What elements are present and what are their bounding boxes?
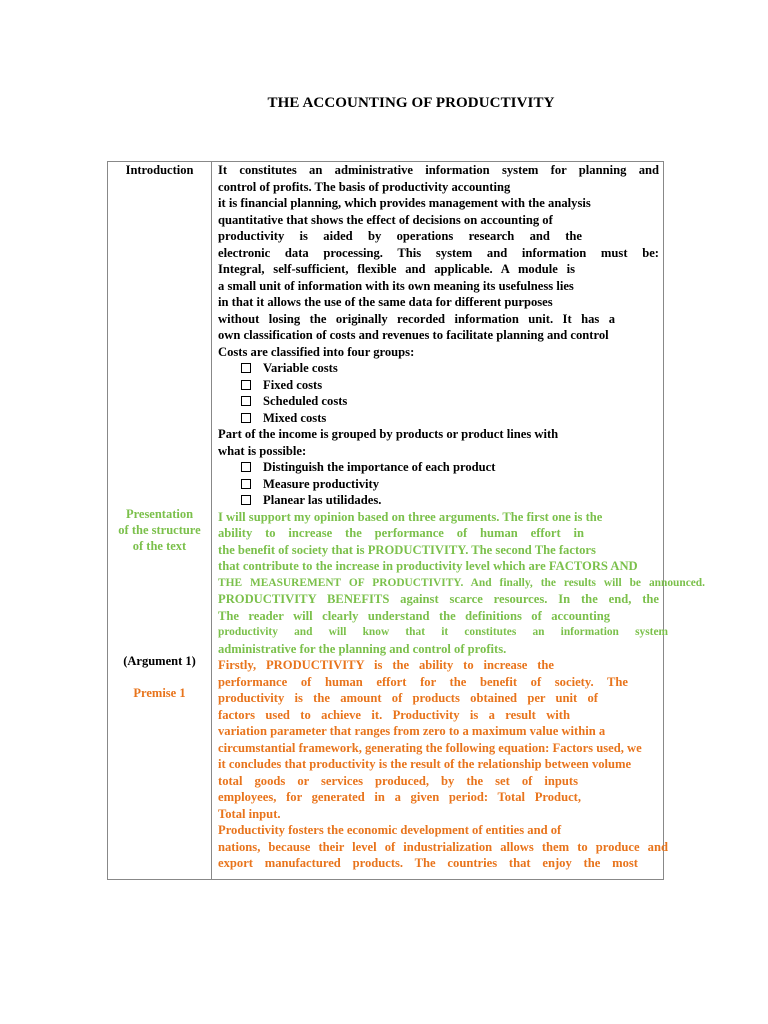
label-introduction: Introduction [125, 163, 194, 177]
presentation-line: that contribute to the increase in productivity level which are FACTORS AND [218, 559, 638, 573]
section-text-column [218, 162, 705, 872]
argument-line: employees, for generated in a given period: Total Product, [218, 790, 581, 804]
document-title: THE ACCOUNTING OF PRODUCTIVITY [267, 95, 555, 111]
presentation-line: administrative for the planning and control of profits. [218, 641, 507, 656]
checkbox-bullet-icon [241, 363, 251, 373]
cost-group-item: Scheduled costs [218, 393, 659, 410]
argument-line: Firstly, PRODUCTIVITY is the ability to increase the [218, 658, 554, 672]
intro-line: without losing the originally recorded information unit. It has a [218, 311, 615, 326]
argument-line: productivity is the amount of products obtained per unit of [218, 691, 598, 705]
argument-line: it concludes that productivity is the result of the relationship between volume [218, 757, 632, 771]
argument-line: variation parameter that ranges from zero to a maximum value within a [218, 724, 606, 738]
intro-line: Integral, self-sufficient, flexible and applicable. A module is [218, 262, 575, 276]
income-line: what is possible: [218, 443, 307, 458]
checkbox-bullet-icon [241, 479, 251, 489]
section-labels-column [108, 162, 211, 879]
checkbox-bullet-icon [241, 396, 251, 406]
argument-line: nations, because their level of industrialization allows them to produce and [218, 839, 668, 854]
argument-line: Productivity fosters the economic development of entities and of [218, 823, 562, 837]
argument-line: performance of human effort for the benefit of society. The [218, 674, 628, 689]
column-divider [211, 162, 212, 879]
presentation-line: The reader will clearly understand the definitions of accounting [218, 608, 610, 623]
presentation-line: the benefit of society that is PRODUCTIVITY. The second The factors [218, 542, 596, 557]
income-bullet-item: Distinguish the importance of each product [218, 459, 659, 476]
argument-line: factors used to achieve it. Productivity is a result with [218, 707, 570, 722]
content-table [107, 161, 705, 880]
label-presentation-1: Presentation [125, 507, 194, 521]
intro-line: a small unit of information with its own meaning its usefulness lies [218, 278, 574, 293]
label-presentation-2: of the structure [118, 523, 201, 537]
presentation-line: productivity and will know that it constitutes an information system [218, 626, 668, 638]
intro-line: productivity is aided by operations research and the [218, 229, 582, 243]
label-argument-1: (Argument 1) [123, 654, 196, 668]
intro-line: in that it allows the use of the same data for different purposes [218, 295, 553, 309]
label-presentation-3: of the text [132, 539, 187, 553]
intro-line: Costs are classified into four groups: [218, 344, 415, 359]
intro-line: it is financial planning, which provides management with the analysis [218, 196, 591, 210]
argument-line: export manufactured products. The countries that enjoy the most [218, 856, 638, 870]
argument-line: circumstantial framework, generating the following equation: Factors used, we [218, 740, 642, 755]
income-bullet-item: Measure productivity [218, 476, 659, 493]
cost-group-item: Mixed costs [218, 410, 659, 427]
checkbox-bullet-icon [241, 413, 251, 423]
checkbox-bullet-icon [241, 462, 251, 472]
label-premise-1: Premise 1 [133, 686, 186, 700]
checkbox-bullet-icon [241, 380, 251, 390]
income-bullet-item: Planear las utilidades. [218, 492, 659, 509]
cost-group-item: Fixed costs [218, 377, 659, 394]
presentation-line: ability to increase the performance of human effort in [218, 526, 584, 540]
intro-line: electronic data processing. This system and information must be: [218, 245, 659, 260]
income-line: Part of the income is grouped by products or product lines with [218, 427, 559, 441]
argument-line: Total input. [218, 806, 281, 821]
intro-line: own classification of costs and revenues to facilitate planning and control [218, 328, 609, 342]
intro-line: quantitative that shows the effect of decisions on accounting of [218, 212, 553, 227]
intro-line: control of profits. The basis of productivity accounting [218, 179, 511, 194]
cost-group-item: Variable costs [218, 360, 659, 377]
presentation-line: THE MEASUREMENT OF PRODUCTIVITY. And finally, the results will be announced. [218, 576, 705, 589]
presentation-line: I will support my opinion based on three arguments. The first one is the [218, 509, 603, 524]
intro-line: It constitutes an administrative information system for planning and [218, 163, 659, 177]
checkbox-bullet-icon [241, 495, 251, 505]
presentation-line: PRODUCTIVITY BENEFITS against scarce resources. In the end, the [218, 592, 659, 606]
argument-line: total goods or services produced, by the set of inputs [218, 773, 578, 788]
